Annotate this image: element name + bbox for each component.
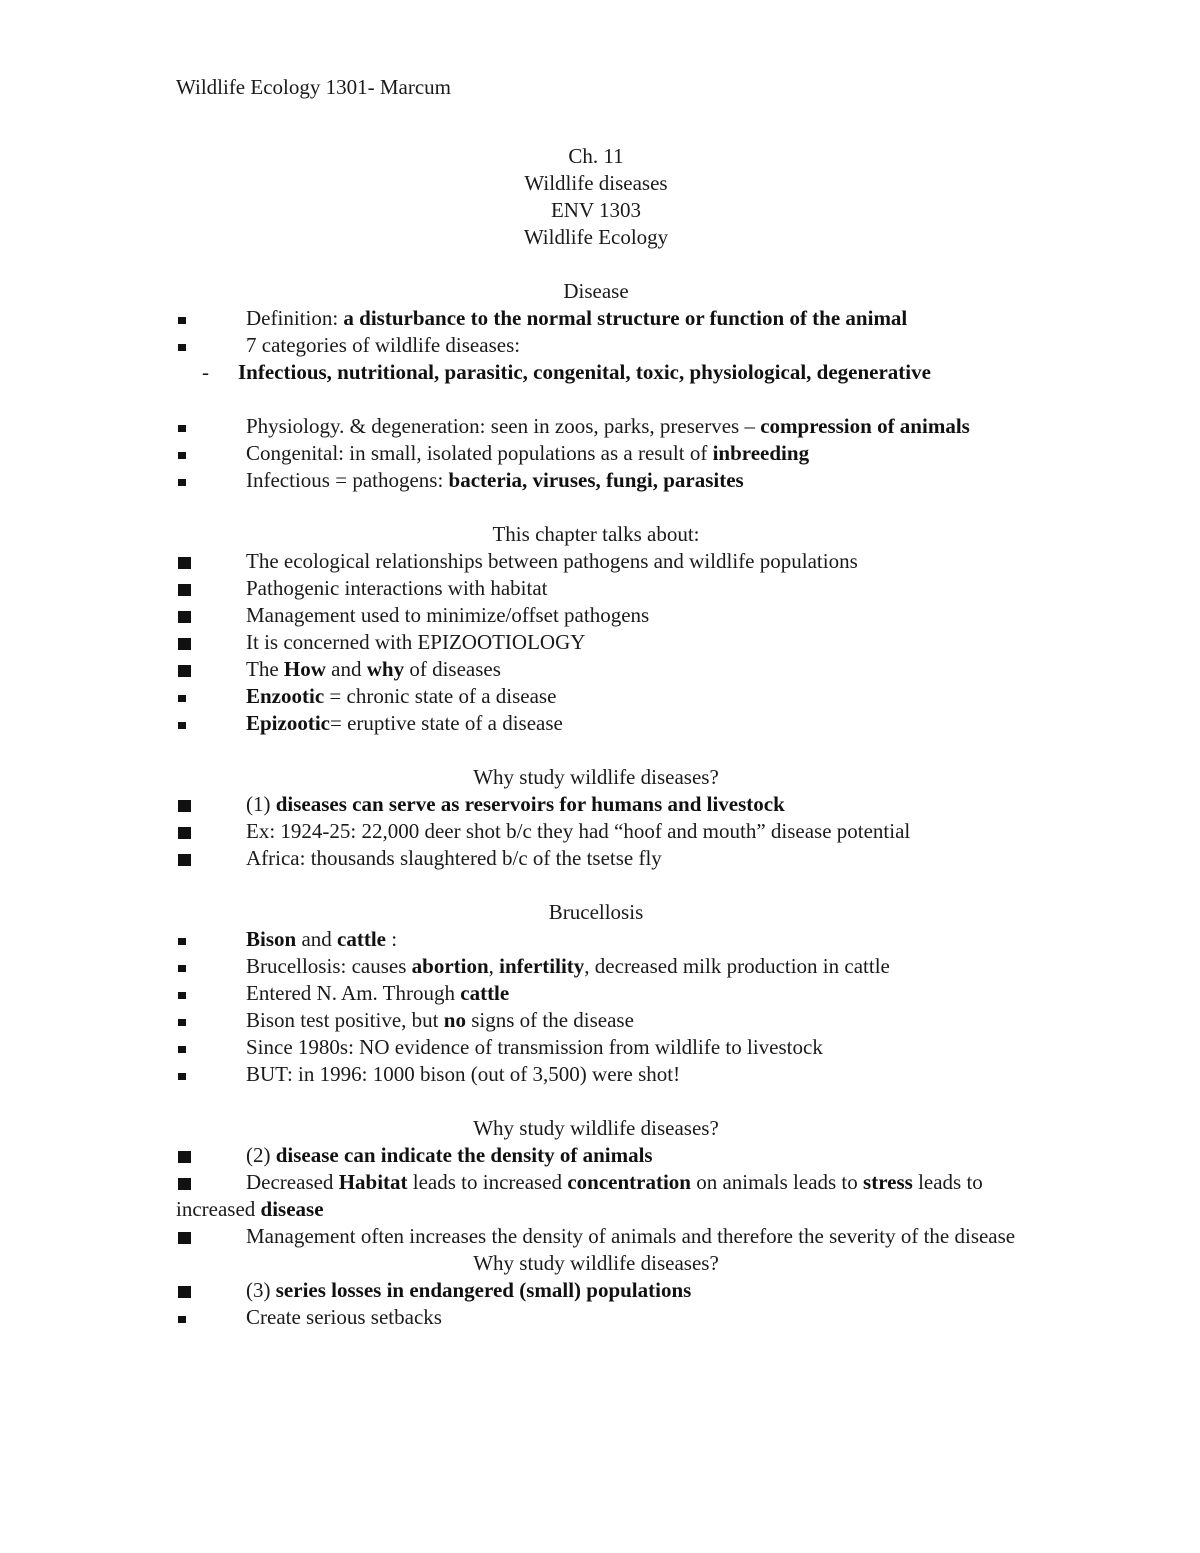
section-heading-chapter: This chapter talks about:	[492, 522, 700, 546]
section-heading-why-2: Why study wildlife diseases?	[473, 1116, 719, 1140]
title-subject: Wildlife Ecology	[523, 225, 669, 249]
list-item: Enzootic = chronic state of a disease	[176, 683, 1016, 710]
section-heading-why-3: Why study wildlife diseases?	[473, 1251, 719, 1275]
list-item: Management often increases the density of animals and therefore the severity of the disease	[176, 1223, 1016, 1250]
list-item: Entered N. Am. Through cattle	[176, 980, 1016, 1007]
list-item: Bison and cattle :	[176, 926, 1016, 953]
list-item: (3) series losses in endangered (small) populations	[176, 1277, 1016, 1304]
list-item: 7 categories of wildlife diseases:	[176, 332, 1016, 359]
list-item: Bison test positive, but no signs of the disease	[176, 1007, 1016, 1034]
dash-marker: -	[202, 360, 209, 384]
list-item: Brucellosis: causes abortion, infertility, decreased milk production in cattle	[176, 953, 1016, 980]
list-item: It is concerned with EPIZOOTIOLOGY	[176, 629, 1016, 656]
list-item: (1) diseases can serve as reservoirs for humans and livestock	[176, 791, 1016, 818]
document-header: Wildlife Ecology 1301- Marcum	[176, 75, 451, 99]
document-body	[176, 143, 1016, 1331]
list-item: Epizootic= eruptive state of a disease	[176, 710, 1016, 737]
list-item: (2) disease can indicate the density of animals	[176, 1142, 1016, 1169]
list-item: The ecological relationships between pathogens and wildlife populations	[176, 548, 1016, 575]
list-item: The How and why of diseases	[176, 656, 1016, 683]
section-heading-why-1: Why study wildlife diseases?	[473, 765, 719, 789]
title-topic: Wildlife diseases	[524, 171, 668, 195]
list-item: BUT: in 1996: 1000 bison (out of 3,500) were shot!	[176, 1061, 1016, 1088]
list-item: Pathogenic interactions with habitat	[176, 575, 1016, 602]
list-item: Infectious = pathogens: bacteria, viruses, fungi, parasites	[176, 467, 1016, 494]
list-item: Congenital: in small, isolated populations as a result of inbreeding	[176, 440, 1016, 467]
list-item: Decreased Habitat leads to increased concentration on animals leads to stress leads to increased disease	[176, 1169, 1016, 1223]
list-item: Ex: 1924-25: 22,000 deer shot b/c they had “hoof and mouth” disease potential	[176, 818, 1016, 845]
list-item: Since 1980s: NO evidence of transmission from wildlife to livestock	[176, 1034, 1016, 1061]
section-heading-disease: Disease	[563, 279, 629, 303]
title-chapter: Ch. 11	[568, 144, 624, 168]
list-item: Africa: thousands slaughtered b/c of the tsetse fly	[176, 845, 1016, 872]
list-item: Create serious setbacks	[176, 1304, 1016, 1331]
list-item: Definition: a disturbance to the normal structure or function of the animal	[176, 305, 1016, 332]
list-item: Management used to minimize/offset pathogens	[176, 602, 1016, 629]
sub-list-item: - Infectious, nutritional, parasitic, congenital, toxic, physiological, degenerative	[202, 360, 931, 384]
title-course: ENV 1303	[550, 198, 642, 222]
section-heading-brucellosis: Brucellosis	[548, 900, 644, 924]
list-item: Physiology. & degeneration: seen in zoos, parks, preserves – compression of animals	[176, 413, 1016, 440]
